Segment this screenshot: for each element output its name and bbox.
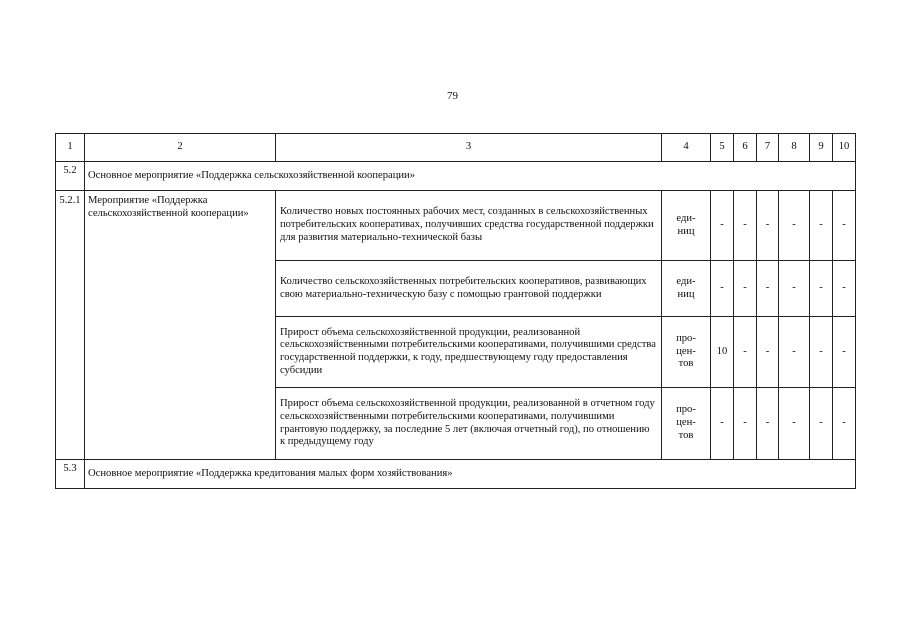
indicators-table <box>55 133 856 489</box>
indicator-text: Количество сельскохозяйственных потребительских кооперативов, развивающих свою материально-техническую базу с помощью грантовой поддержки <box>276 261 662 317</box>
indicator-text: Прирост объема сельскохозяйственной продукции, реализованной сельскохозяйственными потребительскими кооперативами, получившими средства государственной поддержки, к году, предшествующему году предоставления субсидии <box>276 317 662 388</box>
header-cell: 3 <box>276 134 662 162</box>
section-title: Основное мероприятие «Поддержка кредитования малых форм хозяйствования» <box>85 460 856 489</box>
value-cell: - <box>810 317 833 388</box>
header-cell: 7 <box>757 134 779 162</box>
unit-cell: про- цен- тов <box>662 317 711 388</box>
value-cell: - <box>810 388 833 460</box>
value-cell: - <box>779 261 810 317</box>
measure-number: 5.2.1 <box>56 191 85 460</box>
unit-cell: еди- ниц <box>662 191 711 261</box>
section-row-5-2 <box>56 162 856 191</box>
header-cell: 10 <box>833 134 856 162</box>
unit-cell: про- цен- тов <box>662 388 711 460</box>
section-title: Основное мероприятие «Поддержка сельскохозяйственной кооперации» <box>85 162 856 191</box>
value-cell: - <box>757 388 779 460</box>
section-row-5-3 <box>56 460 856 489</box>
header-cell: 8 <box>779 134 810 162</box>
value-cell: - <box>734 191 757 261</box>
header-cell: 2 <box>85 134 276 162</box>
value-cell: - <box>810 191 833 261</box>
value-cell: - <box>757 317 779 388</box>
header-cell: 4 <box>662 134 711 162</box>
value-cell: - <box>779 317 810 388</box>
header-cell: 9 <box>810 134 833 162</box>
value-cell: - <box>810 261 833 317</box>
value-cell: - <box>711 388 734 460</box>
value-cell: - <box>757 191 779 261</box>
indicator-row <box>56 191 856 261</box>
value-cell: - <box>833 388 856 460</box>
value-cell: - <box>734 317 757 388</box>
section-number: 5.3 <box>56 460 85 489</box>
value-cell: - <box>833 317 856 388</box>
header-cell: 6 <box>734 134 757 162</box>
value-cell: - <box>779 191 810 261</box>
value-cell: 10 <box>711 317 734 388</box>
measure-name: Мероприятие «Поддержка сельскохозяйственной кооперации» <box>85 191 276 460</box>
section-number: 5.2 <box>56 162 85 191</box>
value-cell: - <box>734 261 757 317</box>
value-cell: - <box>833 191 856 261</box>
value-cell: - <box>711 191 734 261</box>
value-cell: - <box>757 261 779 317</box>
page-number: 79 <box>447 90 458 102</box>
unit-cell: еди- ниц <box>662 261 711 317</box>
value-cell: - <box>779 388 810 460</box>
header-row <box>56 134 856 162</box>
indicator-text: Количество новых постоянных рабочих мест, созданных в сельскохозяйственных потребительских кооперативах, получивших средства государственной поддержки для развития материально-технической базы <box>276 191 662 261</box>
value-cell: - <box>711 261 734 317</box>
value-cell: - <box>833 261 856 317</box>
header-cell: 1 <box>56 134 85 162</box>
header-cell: 5 <box>711 134 734 162</box>
value-cell: - <box>734 388 757 460</box>
indicator-text: Прирост объема сельскохозяйственной продукции, реализованной в отчетном году сельскохозяйственными потребительскими кооперативами, получившими грантовую поддержку, за последние 5 лет (включая отчетный год), по отношению к предыдущему году <box>276 388 662 460</box>
